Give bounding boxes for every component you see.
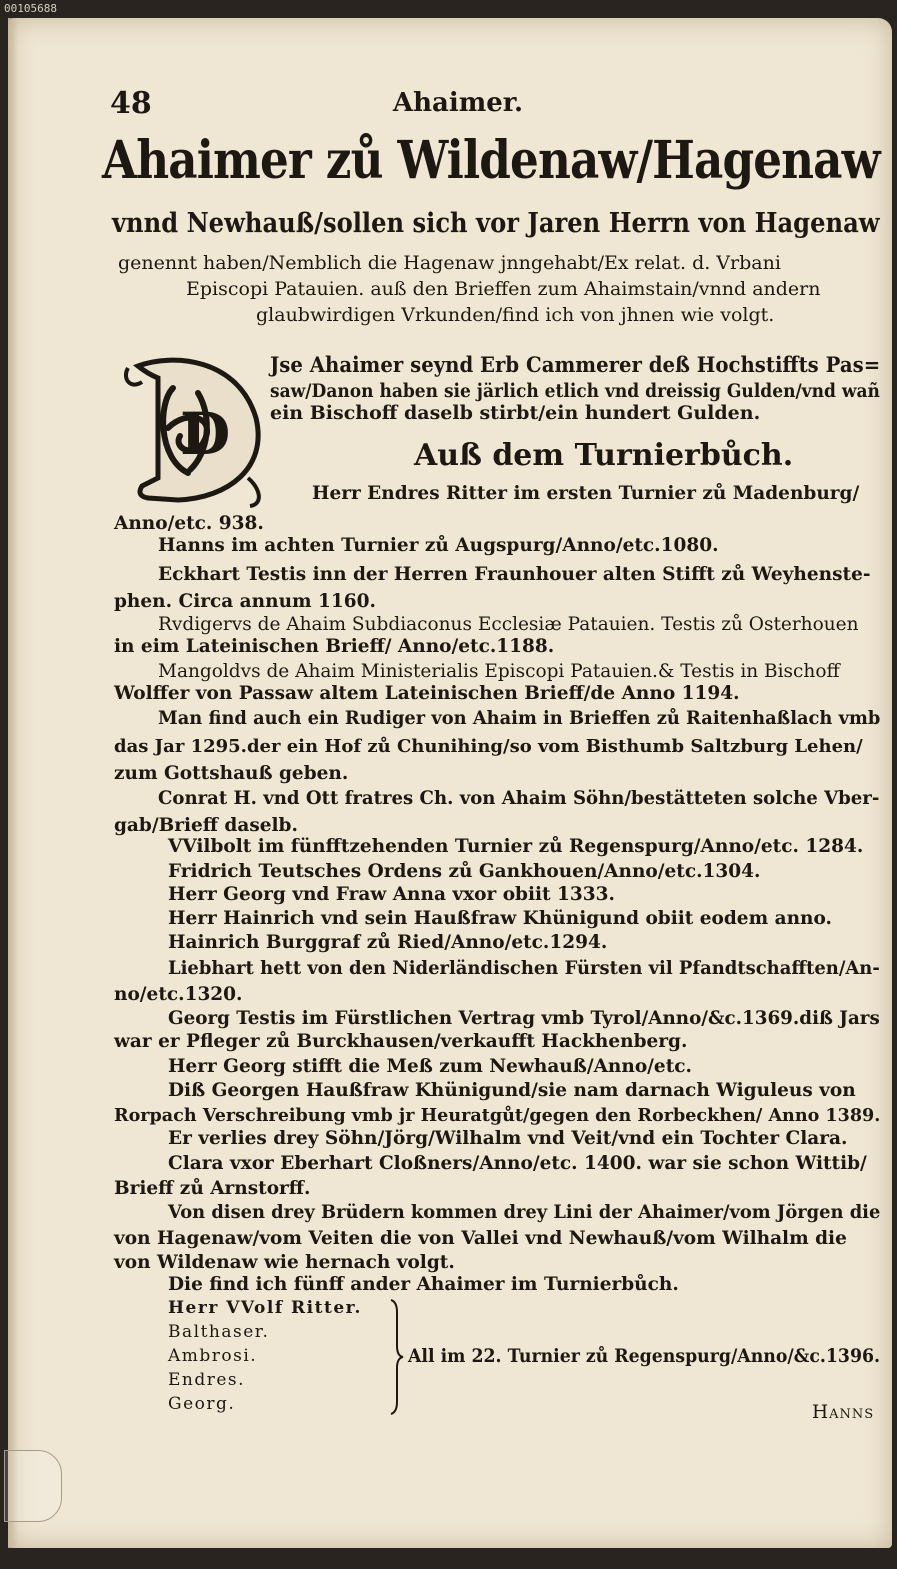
entry-line: Eckhart Testis inn der Herren Fraunhouer alten Stifft zů Weyhenste- [158, 564, 871, 585]
entry-line: Diß Georgen Haußfraw Khünigund/sie nam darnach Wiguleus von [168, 1080, 856, 1101]
entry-line: Liebhart hett von den Niderländischen Fürsten vil Pfandtschafften/An- [168, 958, 880, 979]
tournament-note: All im 22. Turnier zů Regenspurg/Anno/&c.1396. [408, 1346, 881, 1367]
entry-line: Wolffer von Passaw altem Lateinischen Brieff/de Anno 1194. [114, 683, 740, 704]
entry-line: gab/Brieff daselb. [114, 815, 298, 836]
shelfmark: 00105688 [4, 2, 57, 15]
entry-line: von Wildenaw wie hernach volgt. [114, 1252, 455, 1273]
tournament-name: Ambrosi. [168, 1346, 258, 1366]
page-number: 48 [110, 86, 152, 121]
entry-line: no/etc.1320. [114, 984, 243, 1005]
entry-line: Rvdigervs de Ahaim Subdiaconus Ecclesiæ Patauien. Testis zů Osterhouen [158, 614, 859, 635]
page-gutter [8, 18, 18, 1548]
entry-line: Anno/etc. 938. [114, 513, 264, 534]
entry-line: in eim Lateinischen Brieff/ Anno/etc.1188. [114, 636, 555, 657]
tournament-name: Georg. [168, 1394, 236, 1414]
entry-line: Fridrich Teutsches Ordens zů Gankhouen/Anno/etc.1304. [168, 861, 761, 882]
entry-line: Conrat H. vnd Ott fratres Ch. von Ahaim Söhn/bestätteten solche Vber- [158, 788, 880, 809]
entry-line: Brieff zů Arnstorff. [114, 1178, 311, 1199]
entry-line: Mangoldvs de Ahaim Ministerialis Episcopi Patauien.& Testis in Bischoff [158, 661, 840, 682]
tournament-name: Endres. [168, 1370, 246, 1390]
entry-line: Herr Endres Ritter im ersten Turnier zů Madenburg/ [312, 483, 860, 504]
entry-line: Von disen drey Brüdern kommen drey Lini der Ahaimer/vom Jörgen die [168, 1202, 881, 1223]
entry-line: Clara vxor Eberhart Cloßners/Anno/etc. 1400. war sie schon Wittib/ [168, 1153, 867, 1174]
entry-line: Rorpach Verschreibung vmb jr Heuratgůt/gegen den Rorbeckhen/ Anno 1389. [114, 1105, 881, 1126]
entry-line: Georg Testis im Fürstlichen Vertrag vmb Tyrol/Anno/&c.1369.diß Jars [168, 1008, 880, 1029]
drop-cap-letter: D [180, 400, 231, 468]
entry-line: Er verlies drey Söhn/Jörg/Wilhalm vnd Veit/vnd ein Tochter Clara. [168, 1128, 848, 1149]
intro-line: ein Bischoff daselb stirbt/ein hundert Gulden. [270, 402, 761, 424]
entry-line: von Hagenaw/vom Veiten die von Vallei vnd Newhauß/vom Wilhalm die [114, 1228, 847, 1249]
tournament-name: Balthaser. [168, 1322, 270, 1342]
decorated-initial-d [118, 348, 268, 508]
intro-line: Jse Ahaimer seynd Erb Cammerer deß Hochstiffts Pas= [270, 352, 881, 377]
entry-line: VVilbolt im fünfftzehenden Turnier zů Regenspurg/Anno/etc. 1284. [168, 836, 864, 857]
entry-line: Herr Georg vnd Fraw Anna vxor obiit 1333. [168, 884, 615, 905]
subtitle-line: Episcopi Patauien. auß den Brieffen zum Ahaimstain/vnnd andern [186, 278, 821, 300]
intro-line: saw/Danon haben sie järlich etlich vnd dreissig Gulden/vnd wañ [270, 380, 880, 402]
entry-line: phen. Circa annum 1160. [114, 591, 376, 612]
catchword: Hanns [812, 1402, 875, 1423]
tournament-name: Herr VVolf Ritter. [168, 1298, 362, 1318]
running-head: Ahaimer. [392, 88, 524, 118]
subtitle-line: glaubwirdigen Vrkunden/find ich von jhnen wie volgt. [256, 304, 775, 326]
entry-line: Herr Georg stifft die Meß zum Newhauß/Anno/etc. [168, 1056, 692, 1077]
book-page [8, 18, 892, 1548]
entry-line: zum Gottshauß geben. [114, 763, 349, 784]
entry-line: war er Pfleger zů Burckhausen/verkaufft Hackhenberg. [114, 1031, 688, 1052]
grouping-brace [387, 1298, 407, 1416]
entry-line: Hainrich Burggraf zů Ried/Anno/etc.1294. [168, 932, 608, 953]
library-tab [4, 1450, 62, 1522]
subtitle-line: genennt haben/Nemblich die Hagenaw jnngehabt/Ex relat. d. Vrbani [118, 252, 781, 274]
entry-line: Man find auch ein Rudiger von Ahaim in Brieffen zů Raitenhaßlach vmb [158, 708, 881, 729]
tournament-name-list [168, 1296, 362, 1416]
section-heading: Auß dem Turnierbůch. [414, 438, 794, 473]
entry-line: Herr Hainrich vnd sein Haußfraw Khünigund obiit eodem anno. [168, 908, 832, 929]
subtitle-line: vnnd Newhauß/sollen sich vor Jaren Herrn von Hagenaw [112, 208, 880, 239]
entry-line: Die find ich fünff ander Ahaimer im Turnierbůch. [168, 1274, 679, 1295]
entry-line: das Jar 1295.der ein Hof zů Chunihing/so vom Bisthumb Saltzburg Lehen/ [114, 736, 863, 757]
chapter-title: Ahaimer zů Wildenaw/Hagenaw [102, 130, 880, 191]
entry-line: Hanns im achten Turnier zů Augspurg/Anno/etc.1080. [158, 535, 719, 556]
